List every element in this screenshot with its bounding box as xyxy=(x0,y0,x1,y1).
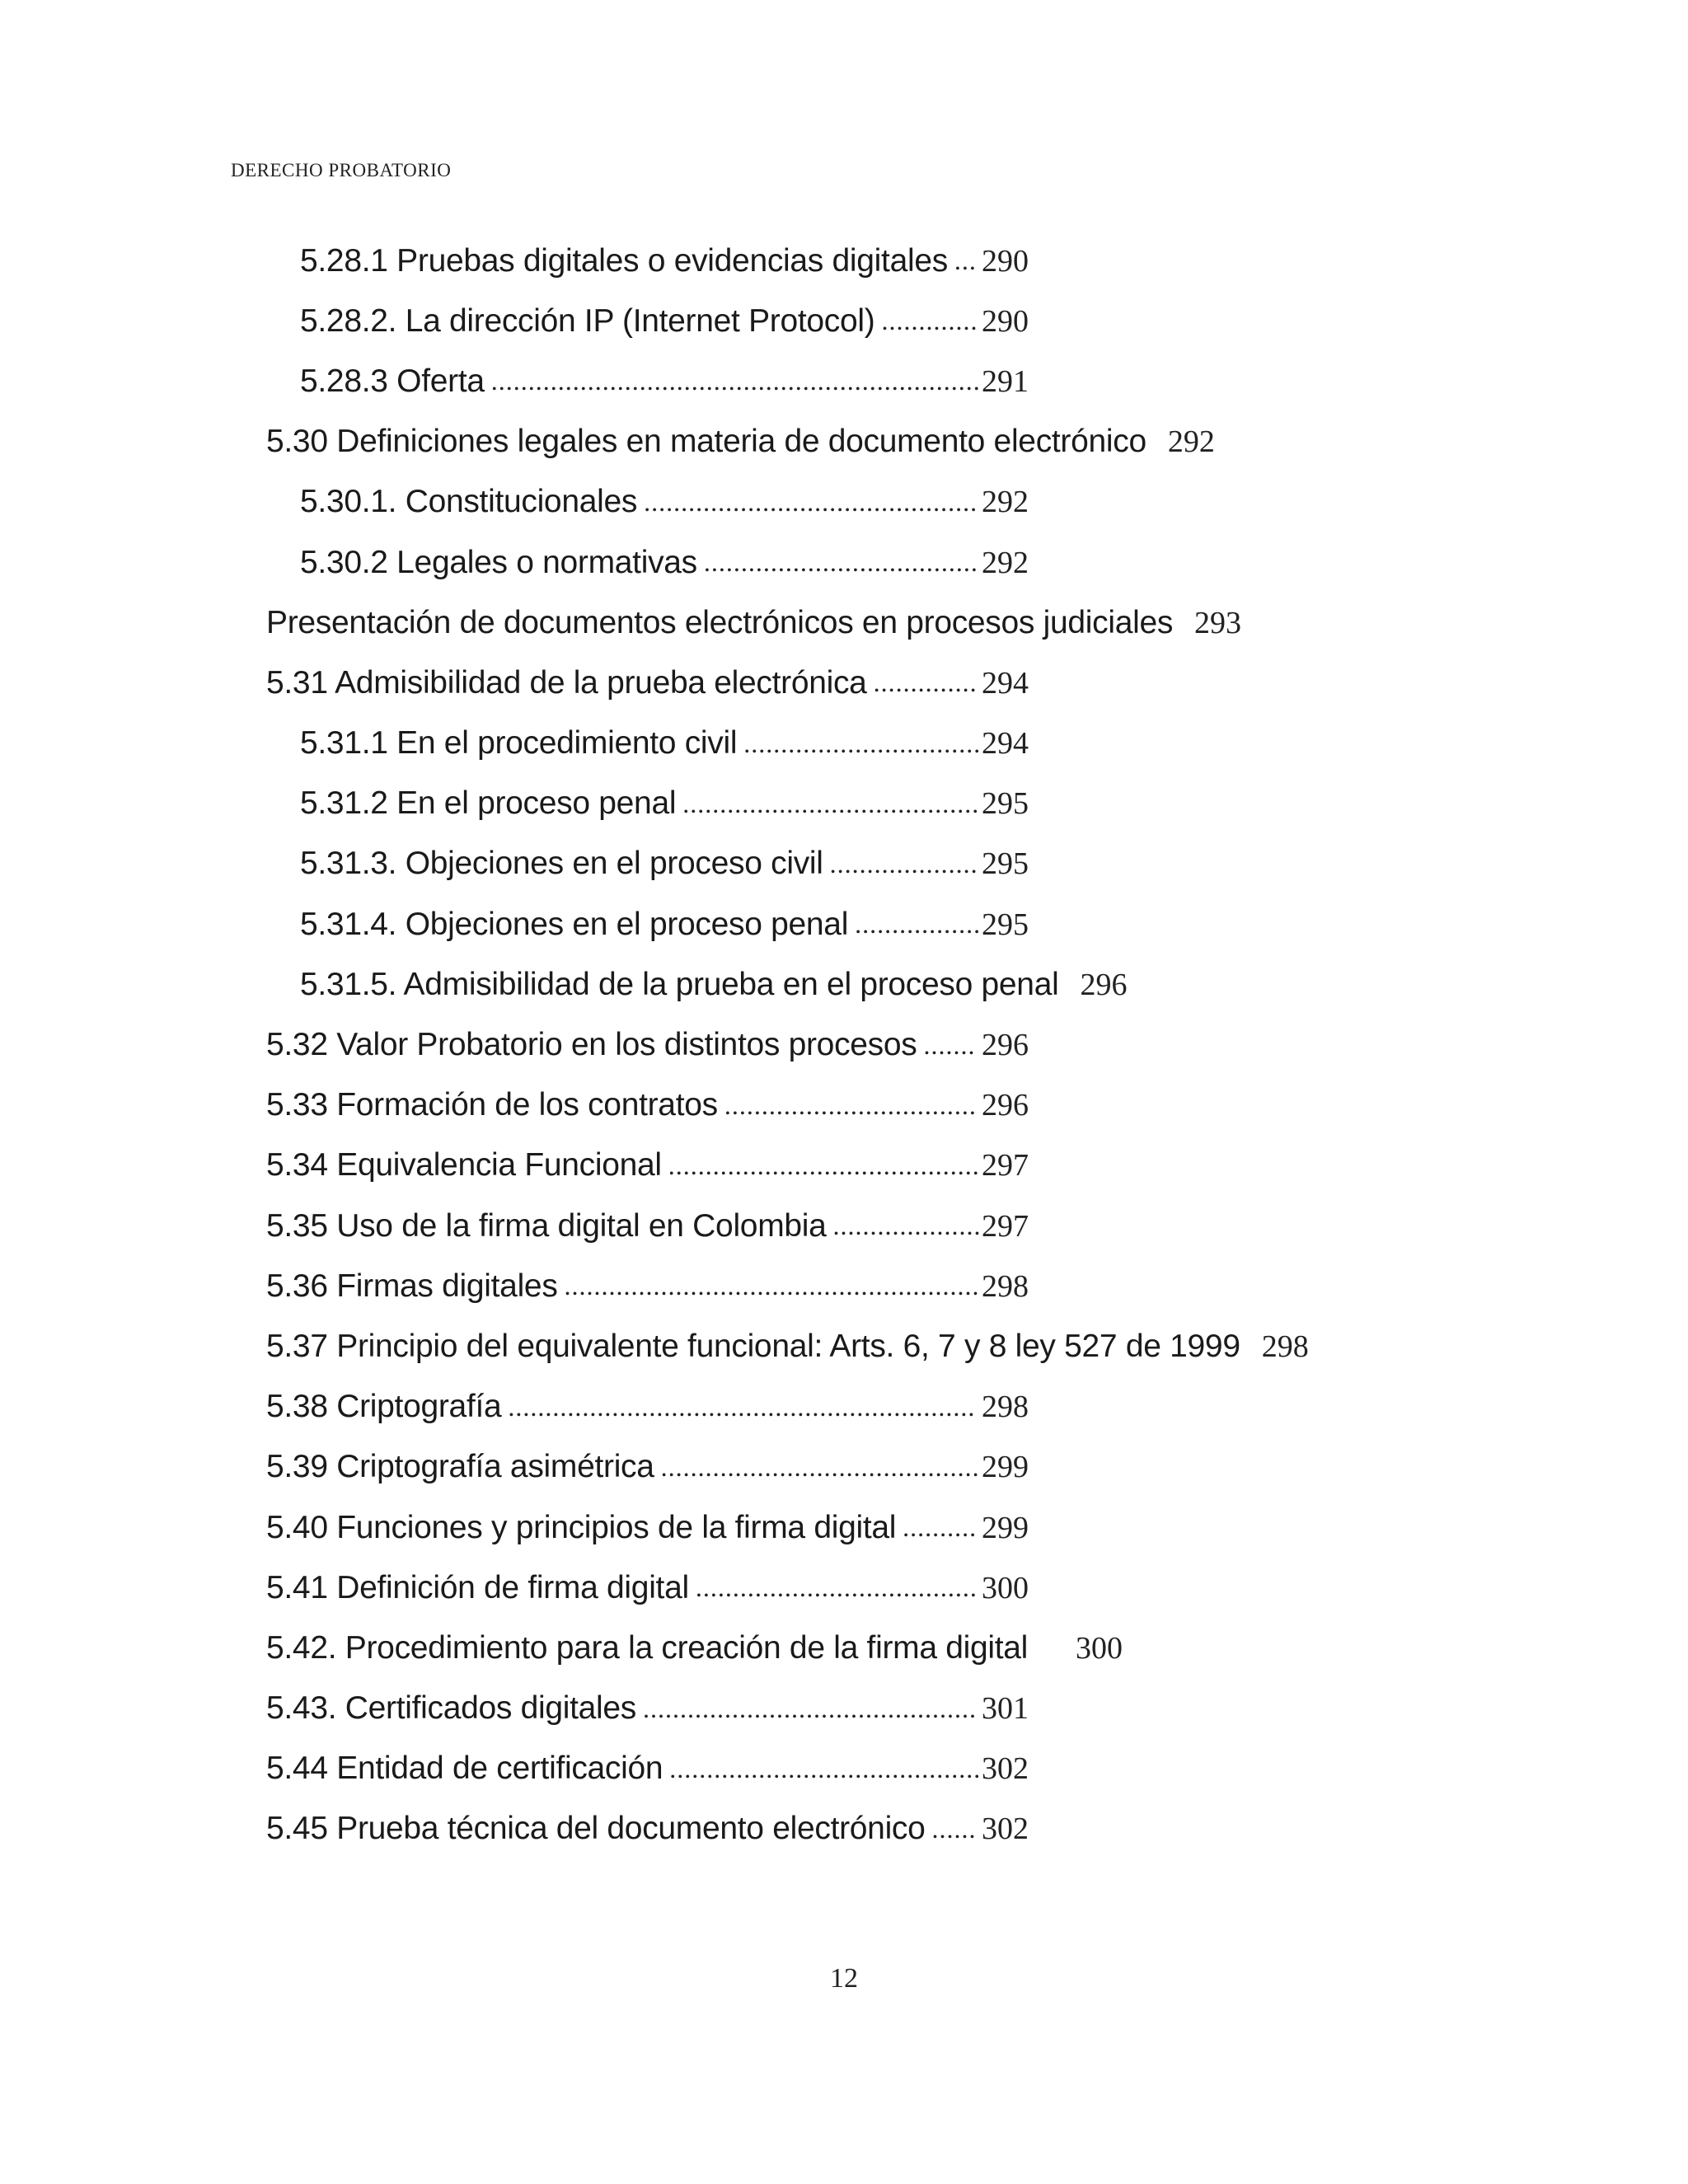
toc-entry-page-number: 295 xyxy=(982,907,1029,942)
toc-entry[interactable] xyxy=(0,1437,1688,1497)
toc-entry-page-number: 294 xyxy=(982,726,1029,762)
toc-entry[interactable] xyxy=(0,291,1688,351)
toc-entry-title: 5.42. Procedimiento para la creación de la firma digital xyxy=(266,1629,1029,1666)
toc-entry-page-number: 296 xyxy=(982,1088,1029,1123)
toc-entry-page-number: 293 xyxy=(1194,605,1242,640)
toc-entry[interactable] xyxy=(0,1558,1688,1618)
toc-entry-page-number: 290 xyxy=(982,243,1029,279)
toc-entry-title: 5.28.3 Oferta xyxy=(300,363,485,399)
toc-entry[interactable] xyxy=(0,351,1688,411)
toc-entry-page-number: 299 xyxy=(982,1450,1029,1485)
toc-entry-title: 5.43. Certificados digitales xyxy=(266,1690,637,1727)
toc-entry[interactable] xyxy=(0,1316,1688,1376)
toc-entry[interactable] xyxy=(0,1256,1688,1316)
toc-entry-page-number: 292 xyxy=(1167,424,1215,460)
toc-entry[interactable] xyxy=(0,412,1688,472)
toc-entry[interactable] xyxy=(0,1497,1688,1558)
dot-leader: .................... xyxy=(829,848,978,879)
toc-entry-title: 5.30.1. Constitucionales xyxy=(300,484,638,520)
toc-entry[interactable] xyxy=(0,1377,1688,1437)
toc-entry-title: 5.31.1 En el procedimiento civil xyxy=(300,725,738,762)
toc-entry-title: 5.32 Valor Probatorio en los distintos procesos xyxy=(266,1027,917,1063)
toc-entry-page-number: 294 xyxy=(982,665,1029,701)
toc-entry-title: 5.31 Admisibilidad de la prueba electrónica xyxy=(266,664,867,701)
toc-entry-page-number: 300 xyxy=(982,1570,1029,1605)
dot-leader: ................................ xyxy=(743,728,982,758)
toc-entry-page-number: 301 xyxy=(982,1691,1029,1727)
toc-entry-title: 5.41 Definición de firma digital xyxy=(266,1569,689,1605)
toc-entry-title: 5.44 Entidad de certificación xyxy=(266,1750,663,1787)
toc-entry-page-number: 299 xyxy=(982,1510,1029,1545)
toc-entry[interactable] xyxy=(0,231,1688,291)
toc-entry[interactable] xyxy=(0,1739,1688,1799)
dot-leader: ............................................. xyxy=(644,486,978,517)
toc-entry-page-number: 297 xyxy=(982,1208,1029,1244)
toc-entry[interactable] xyxy=(0,1196,1688,1256)
toc-entry-page-number: 297 xyxy=(982,1148,1029,1183)
dot-leader: .................... xyxy=(832,1211,982,1241)
dot-leader: .......... xyxy=(903,1512,978,1543)
toc-entry-title: 5.28.2. La dirección IP (Internet Protocol) xyxy=(300,302,875,339)
toc-entry-title: 5.31.3. Objeciones en el proceso civil xyxy=(300,846,823,882)
dot-leader: ........................................ xyxy=(682,788,980,818)
toc-entry-title: 5.30.2 Legales o normativas xyxy=(300,544,697,580)
toc-entry-page-number: 298 xyxy=(1261,1329,1309,1364)
toc-entry-title: 5.33 Formación de los contratos xyxy=(266,1087,718,1123)
dot-leader: ... xyxy=(954,246,977,276)
toc-entry[interactable] xyxy=(0,1015,1688,1075)
dot-leader: .............. xyxy=(873,668,978,698)
toc-entry-page-number: 296 xyxy=(982,1028,1029,1063)
toc-entry[interactable] xyxy=(0,593,1688,653)
toc-entry-page-number: 300 xyxy=(1076,1630,1123,1666)
toc-entry-page-number: 291 xyxy=(982,363,1029,399)
page-number: 12 xyxy=(830,1963,858,1994)
dot-leader: ...... xyxy=(931,1813,977,1844)
toc-entry-title: 5.36 Firmas digitales xyxy=(266,1268,558,1304)
toc-entry-title: 5.45 Prueba técnica del documento electrónico xyxy=(266,1811,926,1847)
toc-entry-title: 5.37 Principio del equivalente funcional: Arts. 6, 7 y 8 ley 527 de 1999 xyxy=(266,1328,1240,1364)
dot-leader: ..................................... xyxy=(703,547,978,578)
toc-entry-title: 5.31.2 En el proceso penal xyxy=(300,785,677,822)
toc-entry[interactable] xyxy=(0,894,1688,954)
toc-entry[interactable] xyxy=(0,1618,1688,1678)
toc-entry-title: 5.31.4. Objeciones en el proceso penal xyxy=(300,906,849,942)
dot-leader: ........................................... xyxy=(660,1451,980,1482)
toc-entry-title: 5.35 Uso de la firma digital en Colombia xyxy=(266,1207,827,1244)
toc-entry-title: 5.34 Equivalencia Funcional xyxy=(266,1147,662,1183)
toc-entry[interactable] xyxy=(0,1679,1688,1739)
toc-entry-page-number: 296 xyxy=(1080,967,1128,1002)
toc-entry[interactable] xyxy=(0,714,1688,774)
toc-entry-title: 5.28.1 Pruebas digitales o evidencias digitales xyxy=(300,242,948,279)
toc-entry[interactable] xyxy=(0,834,1688,894)
toc-entry-title: 5.39 Criptografía asimétrica xyxy=(266,1449,654,1485)
toc-entry-page-number: 292 xyxy=(982,485,1029,520)
toc-entry-title: 5.30 Definiciones legales en materia de documento electrónico xyxy=(266,424,1146,460)
running-header: DERECHO PROBATORIO xyxy=(231,160,452,180)
toc-entry[interactable] xyxy=(0,1076,1688,1136)
dot-leader: .................................................................. xyxy=(490,366,981,396)
toc-entry[interactable] xyxy=(0,532,1688,593)
toc-entry-title: 5.31.5. Admisibilidad de la prueba en el proceso penal xyxy=(300,966,1059,1002)
dot-leader: ............................................. xyxy=(643,1693,978,1723)
dot-leader: ............. xyxy=(881,306,978,336)
table-of-contents xyxy=(0,231,1688,1859)
toc-entry[interactable] xyxy=(0,954,1688,1015)
toc-entry[interactable] xyxy=(0,1799,1688,1859)
toc-entry[interactable] xyxy=(0,472,1688,532)
toc-entry-page-number: 295 xyxy=(982,846,1029,882)
dot-leader: .................................. xyxy=(724,1090,977,1120)
toc-entry-title: 5.40 Funciones y principios de la firma digital xyxy=(266,1509,897,1545)
toc-entry-page-number: 292 xyxy=(982,545,1029,580)
dot-leader: ................. xyxy=(855,909,982,940)
toc-entry-page-number: 298 xyxy=(982,1390,1029,1425)
toc-entry[interactable] xyxy=(0,1136,1688,1196)
toc-entry-title: Presentación de documentos electrónicos en procesos judiciales xyxy=(266,604,1174,640)
toc-entry-title: 5.38 Criptografía xyxy=(266,1389,502,1425)
dot-leader: .......................................... xyxy=(668,1150,980,1180)
toc-entry-page-number: 290 xyxy=(982,303,1029,339)
dot-leader: .......................................... xyxy=(669,1753,982,1783)
toc-entry[interactable] xyxy=(0,774,1688,834)
dot-leader: ............................................................... xyxy=(508,1391,976,1422)
dot-leader: ...................................... xyxy=(695,1572,978,1603)
toc-entry-page-number: 302 xyxy=(982,1811,1029,1847)
toc-entry-page-number: 298 xyxy=(982,1268,1029,1304)
toc-entry-page-number: 295 xyxy=(982,786,1029,822)
dot-leader: ....... xyxy=(923,1029,976,1060)
toc-entry[interactable] xyxy=(0,653,1688,713)
toc-entry-page-number: 302 xyxy=(982,1751,1029,1787)
dot-leader: ........................................................ xyxy=(564,1271,980,1301)
